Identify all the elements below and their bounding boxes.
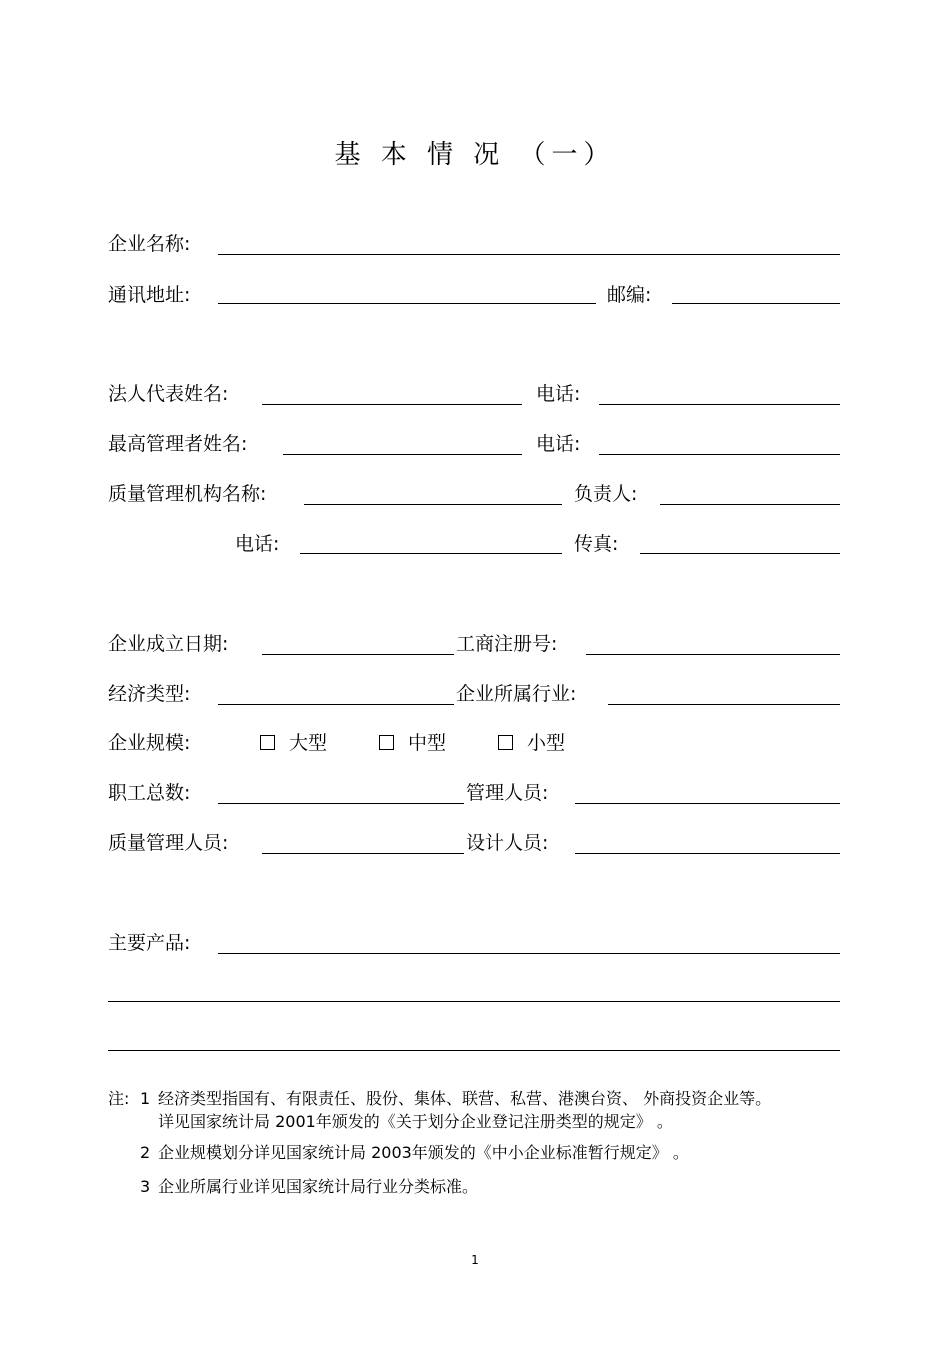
designers-field[interactable]: [575, 853, 840, 854]
econ-type-label: 经济类型:: [108, 683, 191, 705]
managers-label: 管理人员:: [466, 782, 549, 804]
qm-fax-field[interactable]: [640, 553, 840, 554]
products-field[interactable]: [218, 953, 840, 954]
note-3-number: 3: [140, 1177, 151, 1196]
company-name-label: 企业名称:: [108, 233, 191, 255]
scale-option-large[interactable]: [260, 731, 327, 755]
qm-phone-field[interactable]: [300, 553, 562, 554]
notes-prefix: 注:: [108, 1089, 130, 1108]
products-field-line-2[interactable]: [108, 1001, 840, 1002]
top-manager-label: 最高管理者姓名:: [108, 433, 248, 455]
qm-staff-label: 质量管理人员:: [108, 832, 229, 854]
managers-field[interactable]: [575, 803, 840, 804]
legal-phone-field[interactable]: [599, 404, 840, 405]
products-label: 主要产品:: [108, 932, 191, 954]
checkbox-icon: [498, 735, 513, 750]
qm-head-field[interactable]: [660, 504, 840, 505]
scale-option-label: 小型: [527, 732, 566, 754]
note-3: 企业所属行业详见国家统计局行业分类标准。: [158, 1177, 479, 1196]
legal-rep-field[interactable]: [262, 404, 522, 405]
postcode-label: 邮编:: [607, 284, 652, 306]
legal-rep-label: 法人代表姓名:: [108, 383, 229, 405]
qm-head-label: 负责人:: [574, 483, 638, 505]
checkbox-icon: [379, 735, 394, 750]
page-number: 1: [471, 1253, 479, 1267]
note-2-number: 2: [140, 1143, 151, 1162]
scale-label: 企业规模:: [108, 732, 191, 754]
scale-option-label: 大型: [289, 732, 328, 754]
qm-fax-label: 传真:: [574, 533, 619, 555]
econ-type-field[interactable]: [218, 704, 454, 705]
industry-label: 企业所属行业:: [456, 683, 577, 705]
products-field-line-3[interactable]: [108, 1050, 840, 1051]
note-1-number: 1: [140, 1089, 151, 1108]
checkbox-icon: [260, 735, 275, 750]
top-manager-field[interactable]: [283, 454, 522, 455]
qm-org-field[interactable]: [304, 504, 562, 505]
legal-phone-label: 电话:: [536, 383, 581, 405]
page-title: 基 本 情 况 （一）: [334, 140, 616, 170]
note-2: 企业规模划分详见国家统计局 2003年颁发的《中小企业标准暂行规定》 。: [158, 1143, 689, 1162]
company-name-field[interactable]: [218, 254, 840, 255]
qm-staff-field[interactable]: [262, 853, 464, 854]
designers-label: 设计人员:: [466, 832, 549, 854]
qm-org-label: 质量管理机构名称:: [108, 483, 267, 505]
top-phone-label: 电话:: [536, 433, 581, 455]
scale-option-medium[interactable]: [379, 731, 446, 755]
postcode-field[interactable]: [672, 303, 840, 304]
scale-option-label: 中型: [408, 732, 447, 754]
reg-no-field[interactable]: [586, 654, 840, 655]
note-1-line-2: 详见国家统计局 2001年颁发的《关于划分企业登记注册类型的规定》 。: [158, 1112, 673, 1131]
founded-label: 企业成立日期:: [108, 633, 229, 655]
reg-no-label: 工商注册号:: [456, 633, 558, 655]
qm-phone-label: 电话:: [235, 533, 280, 555]
scale-option-small[interactable]: [498, 731, 565, 755]
top-phone-field[interactable]: [599, 454, 840, 455]
employees-field[interactable]: [218, 803, 464, 804]
employees-label: 职工总数:: [108, 782, 191, 804]
note-1-line-1: 经济类型指国有、有限责任、股份、集体、联营、私营、港澳台资、 外商投资企业等。: [158, 1089, 772, 1108]
founded-field[interactable]: [262, 654, 454, 655]
address-label: 通讯地址:: [108, 284, 191, 306]
address-field[interactable]: [218, 303, 596, 304]
industry-field[interactable]: [608, 704, 840, 705]
